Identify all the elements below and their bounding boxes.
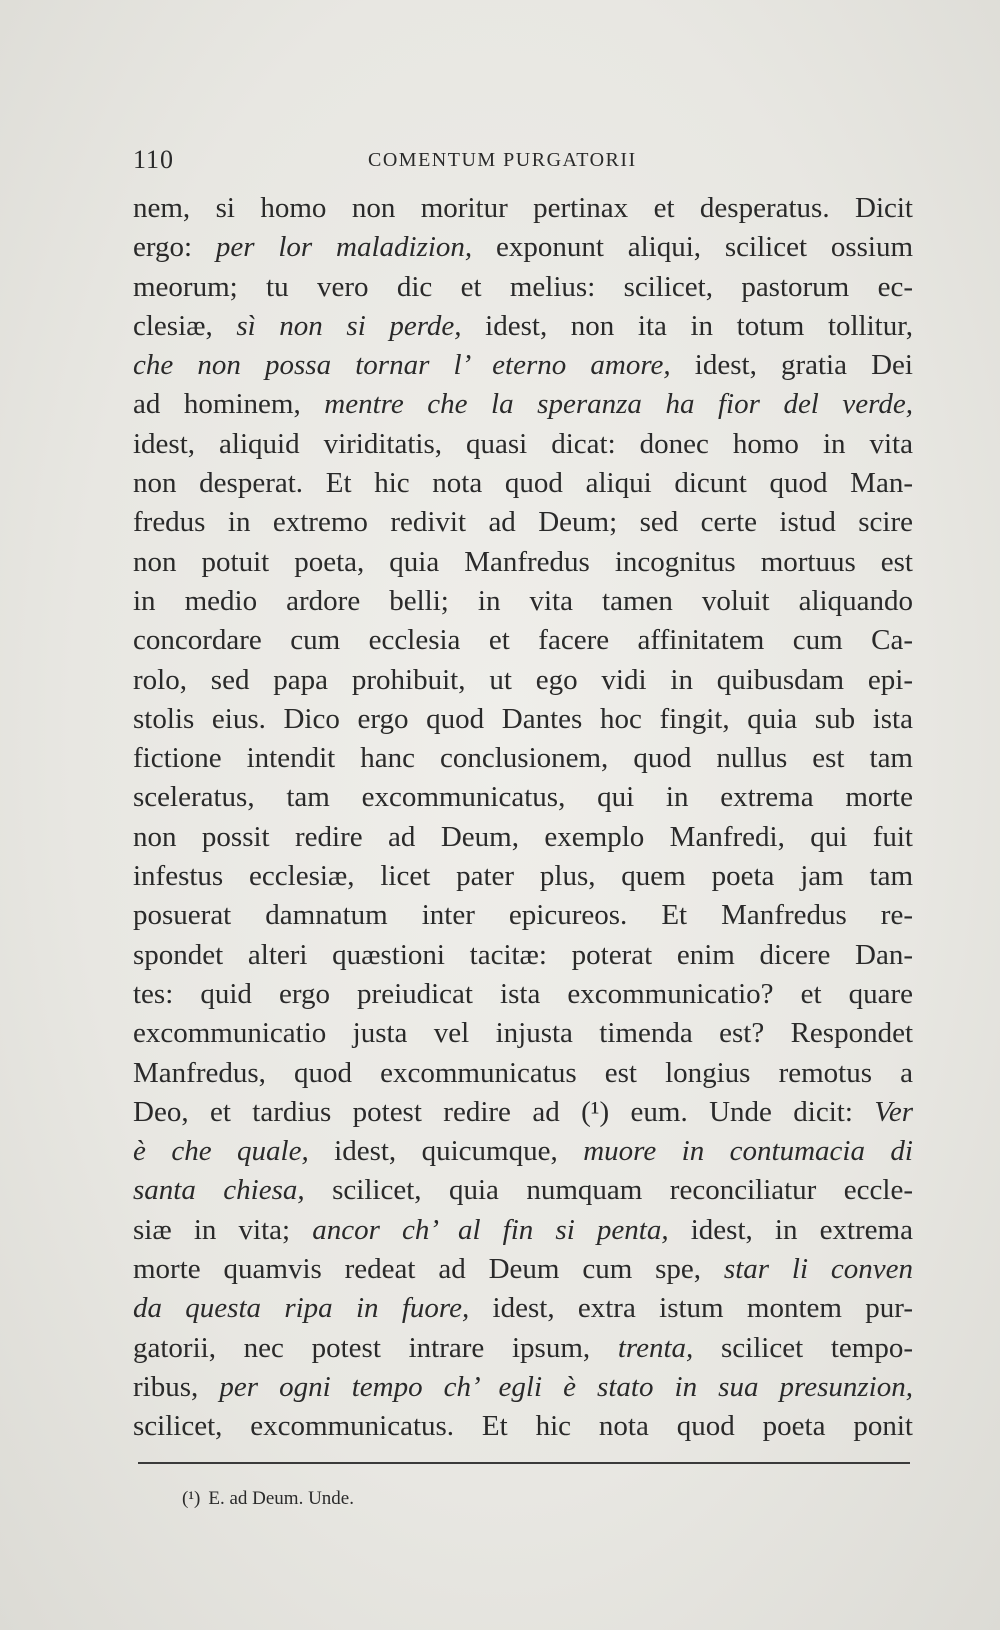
text-line	[133, 1132, 913, 1171]
text-segment: Manfredus, quod excommunicatus est longius remotus a	[133, 1056, 913, 1089]
text-line	[133, 896, 913, 935]
text-segment: siæ in vita;	[133, 1213, 313, 1246]
text-segment: ad hominem,	[133, 388, 325, 421]
text-line	[133, 818, 913, 857]
text-segment: in medio ardore belli; in vita tamen voluit aliquando	[133, 584, 913, 617]
body-text	[133, 189, 913, 1447]
text-segment: meorum; tu vero dic et melius: scilicet, pastorum ec-	[133, 270, 913, 303]
italic-quote: mentre che la speranza ha fior del verde,	[324, 388, 913, 421]
text-segment: concordare cum ecclesia et facere affinitatem cum Ca-	[133, 624, 913, 657]
italic-quote: star li conven	[723, 1253, 913, 1286]
text-line	[133, 621, 913, 660]
text-segment: idest, quicumque,	[308, 1135, 584, 1168]
text-segment: idest, non ita in totum tollitur,	[461, 309, 913, 342]
italic-quote: per ogni tempo ch’ egli è stato in sua presunzion,	[219, 1370, 913, 1403]
italic-quote: sì non si perde,	[236, 309, 462, 342]
text-segment: rolo, sed papa prohibuit, ut ego vidi in quibusdam epi-	[133, 663, 913, 696]
footnote-label: (¹)	[182, 1488, 201, 1509]
text-line	[133, 1407, 913, 1446]
footnote	[182, 1488, 354, 1510]
italic-quote: è che quale,	[133, 1135, 309, 1168]
italic-quote: per lor maladizion,	[215, 231, 473, 264]
text-line	[133, 1329, 913, 1368]
italic-quote: da questa ripa in fuore,	[133, 1292, 470, 1325]
text-line	[133, 1289, 913, 1328]
text-line	[133, 268, 913, 307]
italic-quote: Ver	[874, 1095, 913, 1128]
italic-quote: che non possa tornar l’ eterno amore,	[133, 349, 671, 382]
text-line	[133, 1054, 913, 1093]
text-segment: non possit redire ad Deum, exemplo Manfredi, qui fuit	[133, 820, 913, 853]
text-line	[133, 346, 913, 385]
text-line	[133, 425, 913, 464]
text-line	[133, 189, 913, 228]
italic-quote: ancor ch’ al fin si penta,	[312, 1213, 669, 1246]
text-segment: fictione intendit hanc conclusionem, quod nullus est tam	[133, 742, 913, 775]
text-line	[133, 1368, 913, 1407]
text-segment: ergo:	[133, 231, 216, 264]
text-line	[133, 857, 913, 896]
italic-quote: trenta,	[617, 1331, 694, 1364]
text-line	[133, 1171, 913, 1210]
text-segment: non potuit poeta, quia Manfredus incognitus mortuus est	[133, 545, 913, 578]
text-segment: clesiæ,	[133, 309, 237, 342]
text-line	[133, 543, 913, 582]
text-segment: idest, extra istum montem pur-	[469, 1292, 913, 1325]
text-line	[133, 739, 913, 778]
text-segment: scilicet, excommunicatus. Et hic nota quod poeta ponit	[133, 1410, 913, 1443]
running-title: COMENTUM PURGATORII	[368, 149, 637, 171]
page-header	[133, 145, 913, 177]
text-segment: ribus,	[133, 1370, 220, 1403]
italic-quote: muore in contumacia di	[583, 1135, 913, 1168]
text-segment: fredus in extremo redivit ad Deum; sed certe istud scire	[133, 506, 913, 539]
text-line	[133, 1250, 913, 1289]
text-segment: spondet alteri quæstioni tacitæ: poterat enim dicere Dan-	[133, 938, 913, 971]
text-segment: idest, aliquid viriditatis, quasi dicat: donec homo in vita	[133, 427, 913, 460]
text-segment: stolis eius. Dico ergo quod Dantes hoc fingit, quia sub ista	[133, 702, 913, 735]
text-line	[133, 975, 913, 1014]
text-segment: infestus ecclesiæ, licet pater plus, quem poeta jam tam	[133, 860, 913, 893]
text-line	[133, 503, 913, 542]
text-segment: non desperat. Et hic nota quod aliqui dicunt quod Man-	[133, 467, 913, 500]
text-line	[133, 661, 913, 700]
footnote-text: E. ad Deum. Unde.	[208, 1488, 354, 1509]
text-segment: exponunt aliqui, scilicet ossium	[472, 231, 913, 264]
text-segment: tes: quid ergo preiudicat ista excommunicatio? et quare	[133, 977, 913, 1010]
text-line	[133, 582, 913, 621]
text-segment: nem, si homo non moritur pertinax et desperatus. Dicit	[133, 192, 913, 224]
text-segment: scilicet tempo-	[693, 1331, 913, 1364]
footnote-rule	[138, 1462, 910, 1464]
text-line	[133, 228, 913, 267]
italic-quote: santa chiesa,	[133, 1174, 305, 1207]
text-segment: idest, in extrema	[668, 1213, 913, 1246]
text-segment: sceleratus, tam excommunicatus, qui in extrema morte	[133, 781, 913, 814]
text-line	[133, 307, 913, 346]
text-line	[133, 1093, 913, 1132]
text-line	[133, 778, 913, 817]
text-line	[133, 1211, 913, 1250]
text-line	[133, 936, 913, 975]
text-segment: morte quamvis redeat ad Deum cum spe,	[133, 1253, 724, 1286]
page-number: 110	[133, 145, 175, 174]
text-line	[133, 464, 913, 503]
text-line	[133, 700, 913, 739]
text-segment: posuerat damnatum inter epicureos. Et Manfredus re-	[133, 899, 913, 932]
text-segment: excommunicatio justa vel injusta timenda est? Respondet	[133, 1017, 913, 1050]
text-line	[133, 1014, 913, 1053]
text-segment: idest, gratia Dei	[670, 349, 913, 382]
text-segment: gatorii, nec potest intrare ipsum,	[133, 1331, 618, 1364]
text-line	[133, 385, 913, 424]
text-segment: Deo, et tardius potest redire ad (¹) eum. Unde dicit:	[133, 1095, 875, 1128]
text-segment: scilicet, quia numquam reconciliatur eccle-	[304, 1174, 913, 1207]
